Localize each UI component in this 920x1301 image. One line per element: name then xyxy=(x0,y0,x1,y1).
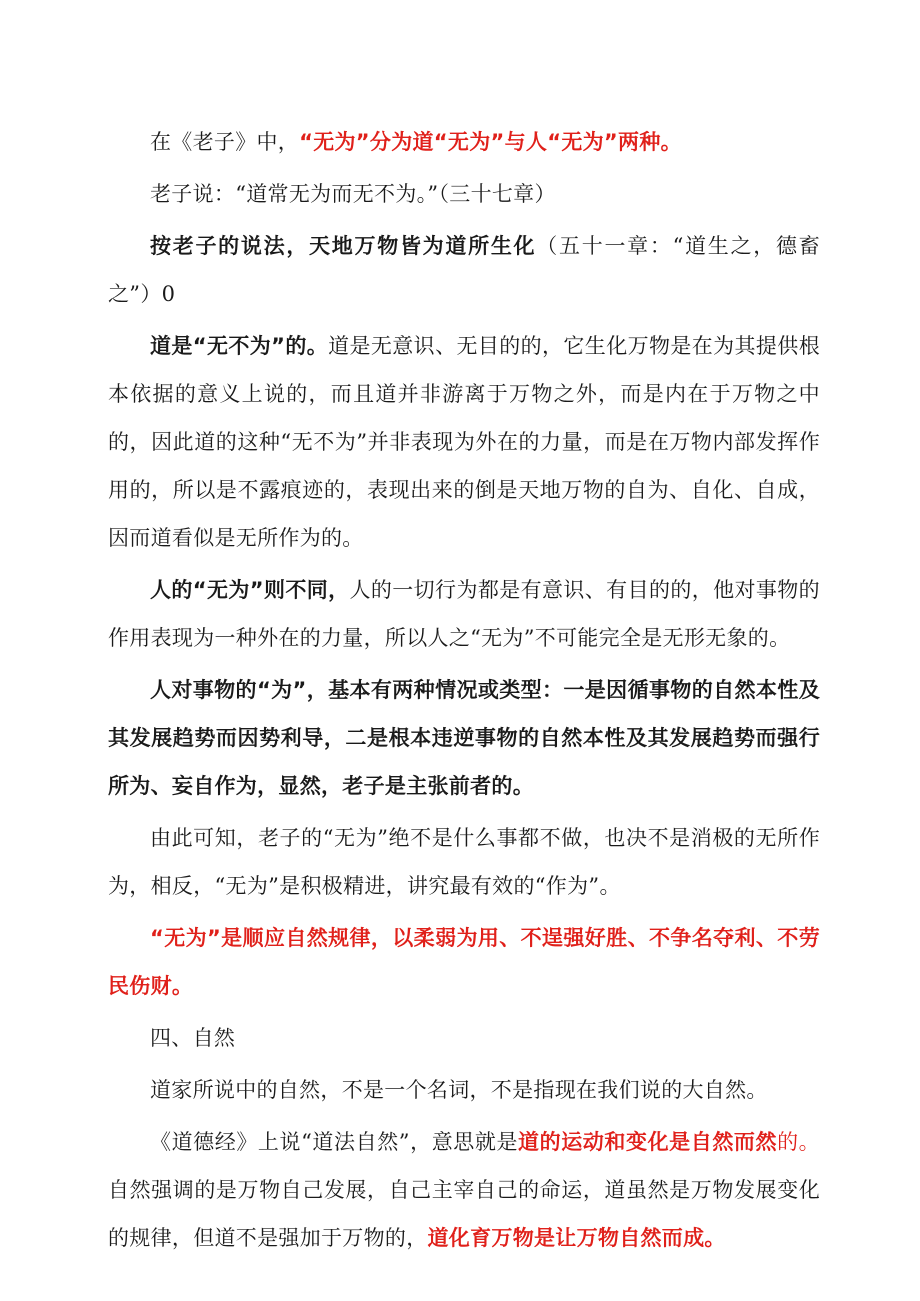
text-segment: 由此可知，老子的“无为”绝不是什么事都不做，也决不是消极的无所作为，相反，“无为”是积极精进，讲究最有效的“作为”。 xyxy=(108,826,820,898)
paragraph-daofaziran xyxy=(108,1118,820,1262)
paragraph-ziran-meaning xyxy=(108,1066,820,1114)
section-title: 四、自然 xyxy=(150,1026,236,1050)
paragraph-wuwei-intro xyxy=(108,118,820,166)
text-segment: 自然强调的是万物自己发展，自己主宰自己的命运，道虽然是万物发展变化的规律，但道不是强加于万物的， xyxy=(108,1178,820,1250)
text-segment: 在《老子》中， xyxy=(150,130,300,154)
paragraph-conclusion xyxy=(108,814,820,910)
paragraph-dao-generates xyxy=(108,222,820,318)
bold-text: 按老子的说法，天地万物皆为道所生化 xyxy=(150,234,537,258)
paragraph-wuwei-definition xyxy=(108,914,820,1010)
highlight-red-plain: 的。 xyxy=(777,1130,820,1154)
highlight-red: 道的运动和变化是自然而然 xyxy=(518,1130,778,1154)
text-segment: （五十一章：“道生之，德畜之”）0 xyxy=(108,234,820,306)
paragraph-dao-wubuwei xyxy=(108,322,820,562)
text-segment: 老子说：“道常无为而无不为。”（三十七章） xyxy=(150,182,556,206)
section-heading-ziran xyxy=(108,1014,820,1062)
bold-text: 人的“无为”则不同， xyxy=(150,578,350,602)
paragraph-laozi-quote xyxy=(108,170,820,218)
bold-text: 道是“无不为”的。 xyxy=(150,334,329,358)
text-segment: 人的一切行为都是有意识、有目的的，他对事物的作用表现为一种外在的力量，所以人之“无为”不可能完全是无形无象的。 xyxy=(108,578,820,650)
text-segment: 道家所说中的自然，不是一个名词，不是指现在我们说的大自然。 xyxy=(150,1078,768,1102)
document-page xyxy=(108,118,820,1266)
text-segment: 道是无意识、无目的的，它生化万物是在为其提供根本依据的意义上说的，而且道并非游离于万物之外，而是内在于万物之中的，因此道的这种“无不为”并非表现为外在的力量，而是在万物内部发挥作用的，所以是不露痕迹的，表现出来的倒是天地万物的自为、自化、自成，因而道看似是无所作为的。 xyxy=(108,334,820,550)
paragraph-human-wuwei xyxy=(108,566,820,662)
highlight-red: “无为”分为道“无为”与人“无为”两种。 xyxy=(299,130,682,154)
highlight-red: “无为”是顺应自然规律，以柔弱为用、不逞强好胜、不争名夺利、不劳民伤财。 xyxy=(108,926,820,998)
bold-text: 人对事物的“为”，基本有两种情况或类型：一是因循事物的自然本性及其发展趋势而因势利导，二是根本违逆事物的自然本性及其发展趋势而强行所为、妄自作为，显然，老子是主张前者的。 xyxy=(108,678,820,798)
text-segment: 《道德经》上说“道法自然”，意思就是 xyxy=(150,1130,519,1154)
paragraph-two-types xyxy=(108,666,820,810)
highlight-red: 道化育万物是让万物自然而成。 xyxy=(427,1226,726,1250)
